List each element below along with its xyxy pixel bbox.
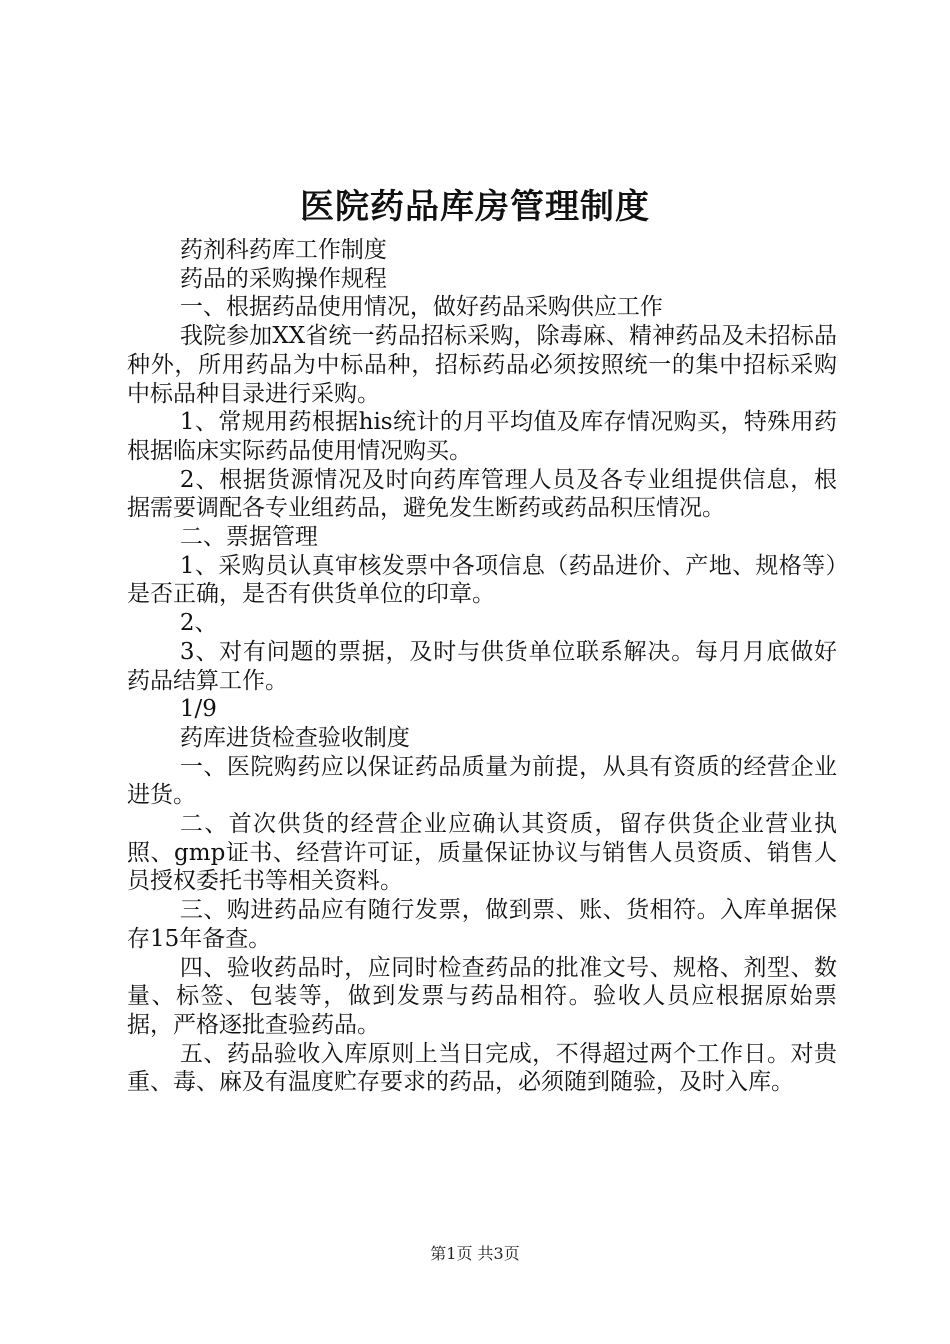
document-body <box>127 236 837 1097</box>
paragraph: 2、 <box>179 610 218 637</box>
document-title: 医院药品库房管理制度 <box>300 187 650 227</box>
paragraph: 五、药品验收入库原则上当日完成，不得超过两个工作日。对贵重、毒、麻及有温度贮存要求的药品，必须随到随验，及时入库。 <box>127 1040 837 1096</box>
paragraph: 一、根据药品使用情况，做好药品采购供应工作 <box>179 294 663 321</box>
paragraph: 药剂科药库工作制度 <box>179 237 387 263</box>
page-marker: 1/9 <box>179 696 217 723</box>
paragraph: 2、根据货源情况及时向药库管理人员及各专业组提供信息，根据需要调配各专业组药品，避免发生断药或药品积压情况。 <box>127 466 837 522</box>
paragraph: 药库进货检查验收制度 <box>179 724 410 751</box>
paragraph: 药品的采购操作规程 <box>179 265 387 292</box>
paragraph: 1、常规用药根据his统计的月平均值及库存情况购买，特殊用药根据临床实际药品使用情况购买。 <box>127 409 837 464</box>
paragraph: 我院参加XX省统一药品招标采购，除毒麻、精神药品及未招标品种外，所用药品为中标品种，招标药品必须按照统一的集中招标采购中标品种目录进行采购。 <box>127 323 837 407</box>
paragraph: 3、对有问题的票据，及时与供货单位联系解决。每月月底做好药品结算工作。 <box>127 638 837 694</box>
page-footer: 第1页 共3页 <box>430 1244 520 1263</box>
paragraph: 四、验收药品时，应同时检查药品的批准文号、规格、剂型、数量、标签、包装等，做到发票与药品相符。验收人员应根据原始票据，严格逐批查验药品。 <box>127 954 837 1038</box>
paragraph: 二、票据管理 <box>179 524 318 551</box>
paragraph: 三、购进药品应有随行发票，做到票、账、货相符。入库单据保存15年备查。 <box>127 897 837 952</box>
paragraph: 一、医院购药应以保证药品质量为前提，从具有资质的经营企业进货。 <box>127 753 837 809</box>
paragraph: 1、采购员认真审核发票中各项信息（药品进价、产地、规格等）是否正确，是否有供货单位的印章。 <box>127 552 837 608</box>
paragraph: 二、首次供货的经营企业应确认其资质，留存供货企业营业执照、gmp证书、经营许可证，质量保证协议与销售人员资质、销售人员授权委托书等相关资料。 <box>127 811 837 895</box>
